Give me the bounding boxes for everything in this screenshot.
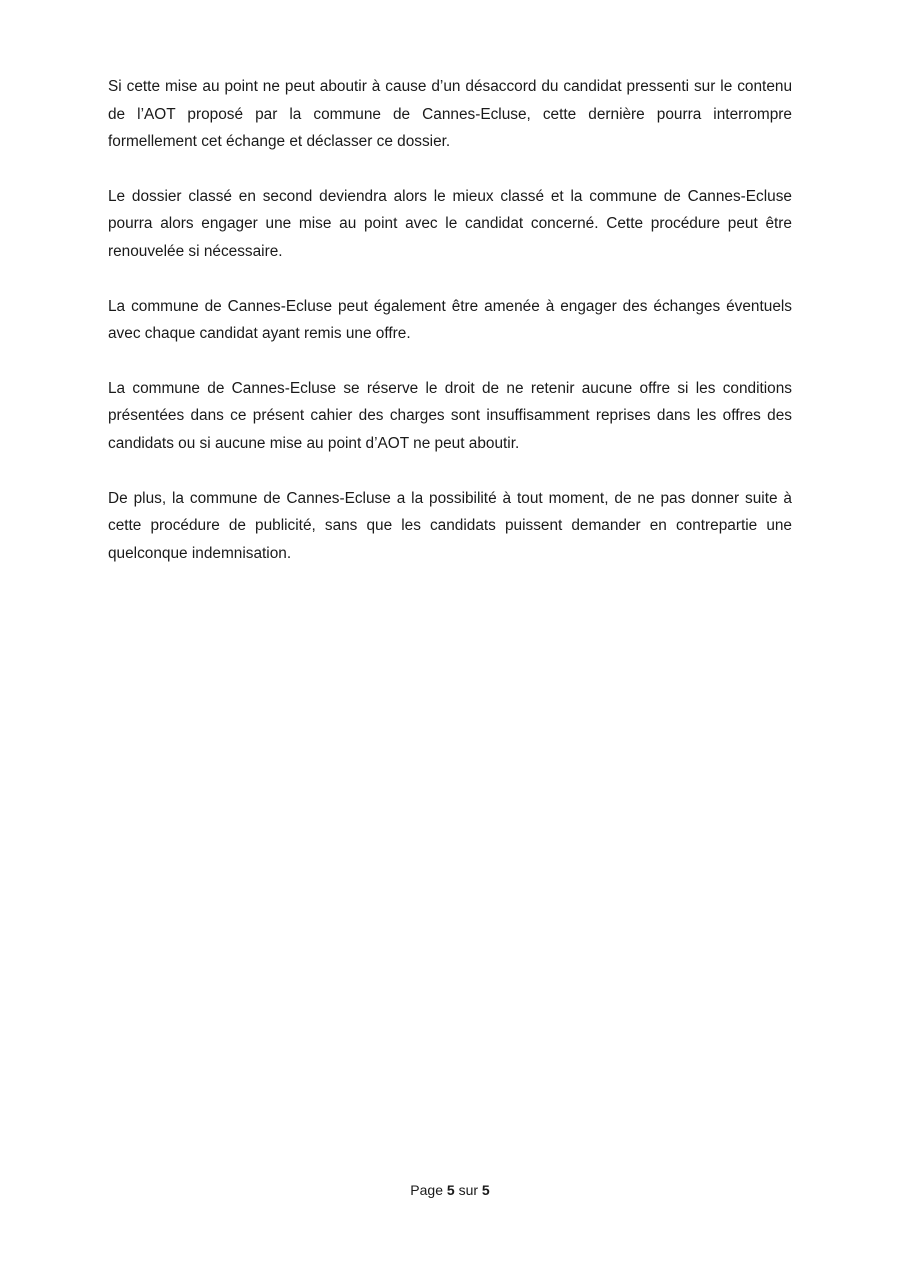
paragraph-mise-au-point: Si cette mise au point ne peut aboutir à cause d’un désaccord du candidat pressenti sur le contenu de l’AOT proposé par la commune de Cannes-Ecluse, cette dernière pourra interrompre formellement cet échange et déclasser ce dossier. (108, 78, 792, 151)
page-total-number: 5 (481, 1182, 490, 1198)
page-separator: sur (458, 1182, 479, 1198)
page-current-number: 5 (446, 1182, 455, 1198)
page-label: Page (410, 1182, 443, 1198)
paragraph-echanges: La commune de Cannes-Ecluse peut également être amenée à engager des échanges éventuels avec chaque candidat ayant remis une offre. (108, 297, 792, 343)
paragraph-dossier-second: Le dossier classé en second deviendra alors le mieux classé et la commune de Cannes-Ecluse pourra alors engager une mise au point avec le candidat concerné. Cette procédure peut être renouvelée si nécessaire. (108, 187, 792, 260)
document-body (108, 73, 792, 594)
paragraph-publicite: De plus, la commune de Cannes-Ecluse a la possibilité à tout moment, de ne pas donner suite à cette procédure de publicité, sans que les candidats puissent demander en contrepartie une quelconque indemnisation. (108, 489, 792, 562)
paragraph-droit-retenir: La commune de Cannes-Ecluse se réserve le droit de ne retenir aucune offre si les conditions présentées dans ce présent cahier des charges sont insuffisamment reprises dans les offres des candidats ou si aucune mise au point d’AOT ne peut aboutir. (108, 379, 792, 452)
page-footer (0, 1180, 900, 1200)
